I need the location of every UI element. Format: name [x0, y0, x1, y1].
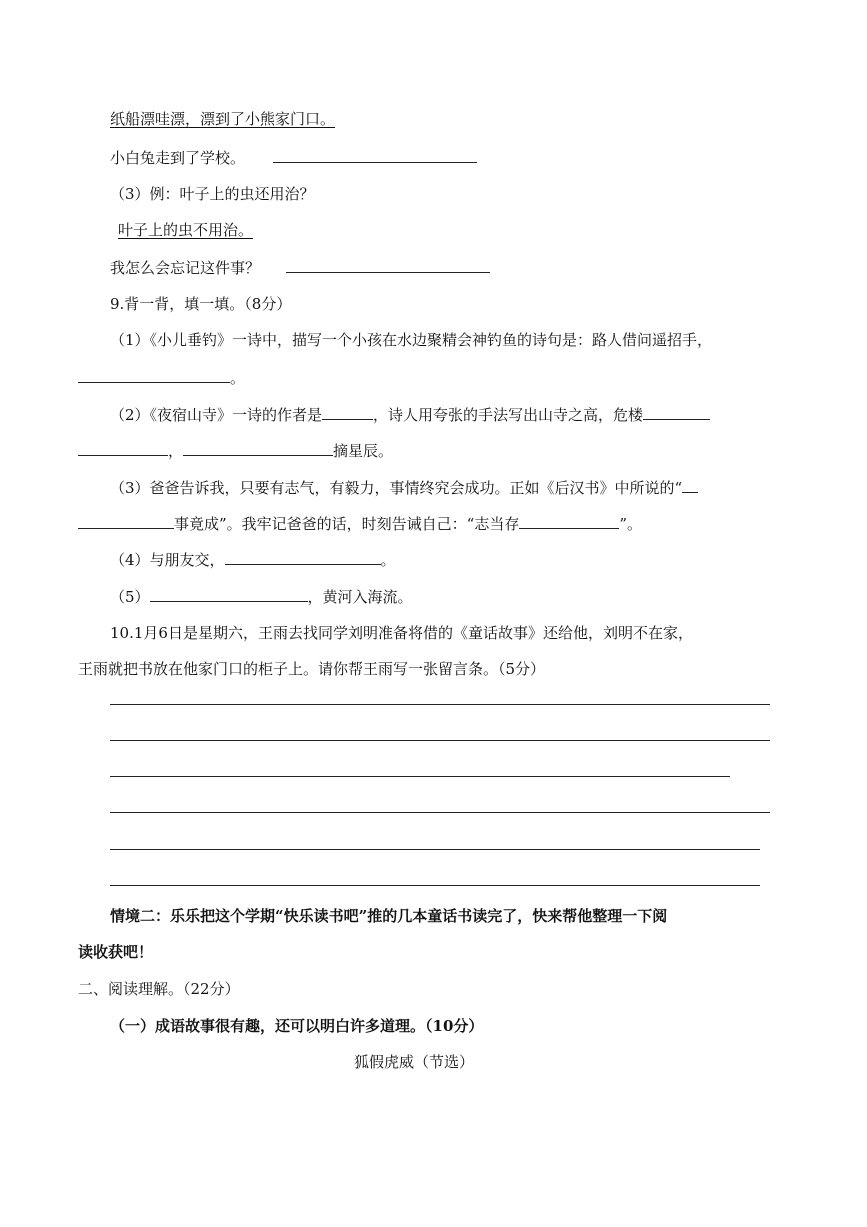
answer-blank[interactable] — [519, 512, 619, 529]
q9-title: 9.背一背，填一填。（8分） — [110, 295, 292, 313]
q9-item1-end: 。 — [230, 369, 246, 387]
rewrite-prompt-1 — [110, 146, 477, 169]
writing-line[interactable] — [110, 885, 760, 886]
q9-item1-line2 — [78, 366, 245, 389]
q9-item5-end: ，黄河入海流。 — [307, 588, 413, 606]
q9-item3-line2 — [78, 512, 642, 535]
q9-item3-text-a: 事竟成”。我牢记爸爸的话，时刻告诫自己：“志当存 — [174, 515, 520, 533]
answer-blank[interactable] — [682, 476, 698, 493]
q9-item2-end: 摘星辰。 — [333, 442, 394, 460]
q9-item2-line2 — [78, 439, 393, 462]
scenario2-line2: 读收获吧！ — [78, 943, 154, 961]
rewrite-prompt-2 — [110, 256, 490, 279]
q9-item3-line1 — [110, 476, 698, 499]
section2-title: 二、阅读理解。（22分） — [78, 980, 240, 998]
answer-blank[interactable] — [78, 512, 174, 529]
q9-item3-text: （3）爸爸告诉我，只要有志气，有毅力，事情终究会成功。正如《后汉书》中所说的“ — [110, 479, 683, 497]
writing-line[interactable] — [110, 740, 770, 741]
answer-blank[interactable] — [78, 439, 168, 456]
answer-blank[interactable] — [225, 548, 381, 565]
scenario2-line1: 情境二：乐乐把这个学期“快乐读书吧”推的几本童话书读完了，快来帮他整理一下阅 — [110, 907, 668, 925]
example-answer-1: 纸船漂哇漂，漂到了小熊家门口。 — [110, 110, 336, 128]
q9-item4-end: 。 — [380, 551, 396, 569]
answer-blank[interactable] — [78, 366, 230, 383]
q9-item2-sep: ， — [168, 442, 184, 460]
section2-part1: （一）成语故事很有趣，还可以明白许多道理。（10分） — [110, 1017, 484, 1035]
q10-line2: 王雨就把书放在他家门口的柜子上。请你帮王雨写一张留言条。（5分） — [78, 660, 546, 678]
answer-blank[interactable] — [643, 403, 710, 420]
q9-item5 — [110, 585, 413, 608]
q9-item2-text-b: ，诗人用夸张的手法写出山寺之高，危楼 — [373, 406, 644, 424]
answer-blank[interactable] — [286, 256, 490, 273]
example-answer-2: 叶子上的虫不用治。 — [118, 221, 254, 239]
writing-line[interactable] — [110, 776, 730, 777]
writing-line[interactable] — [110, 812, 770, 813]
q10-line1: 10.1月6日是星期六，王雨去找同学刘明准备将借的《童话故事》还给他，刘明不在家， — [110, 624, 693, 642]
q9-item3-text-b: ”。 — [619, 515, 643, 533]
q9-item1-line1: （1）《小儿垂钓》一诗中，描写一个小孩在水边聚精会神钓鱼的诗句是：路人借问遥招手， — [110, 331, 713, 349]
rewrite-prompt-1-text: 小白兔走到了学校。 — [110, 149, 246, 167]
rewrite-sub3-label: （3）例：叶子上的虫还用治？ — [110, 185, 315, 203]
answer-blank[interactable] — [150, 585, 308, 602]
q9-item4 — [110, 548, 396, 571]
answer-blank[interactable] — [322, 403, 373, 420]
answer-blank[interactable] — [273, 146, 477, 163]
rewrite-prompt-2-text: 我怎么会忘记这件事？ — [110, 259, 261, 277]
answer-blank[interactable] — [183, 439, 333, 456]
q9-item2-line1 — [110, 403, 710, 426]
story-title: 狐假虎威（节选） — [354, 1053, 475, 1071]
writing-line[interactable] — [110, 849, 760, 850]
q9-item5-label: （5） — [110, 588, 150, 606]
q9-item2-text-a: （2）《夜宿山寺》一诗的作者是 — [110, 406, 323, 424]
q9-item4-text: （4）与朋友交， — [110, 551, 225, 569]
writing-line[interactable] — [110, 704, 770, 705]
